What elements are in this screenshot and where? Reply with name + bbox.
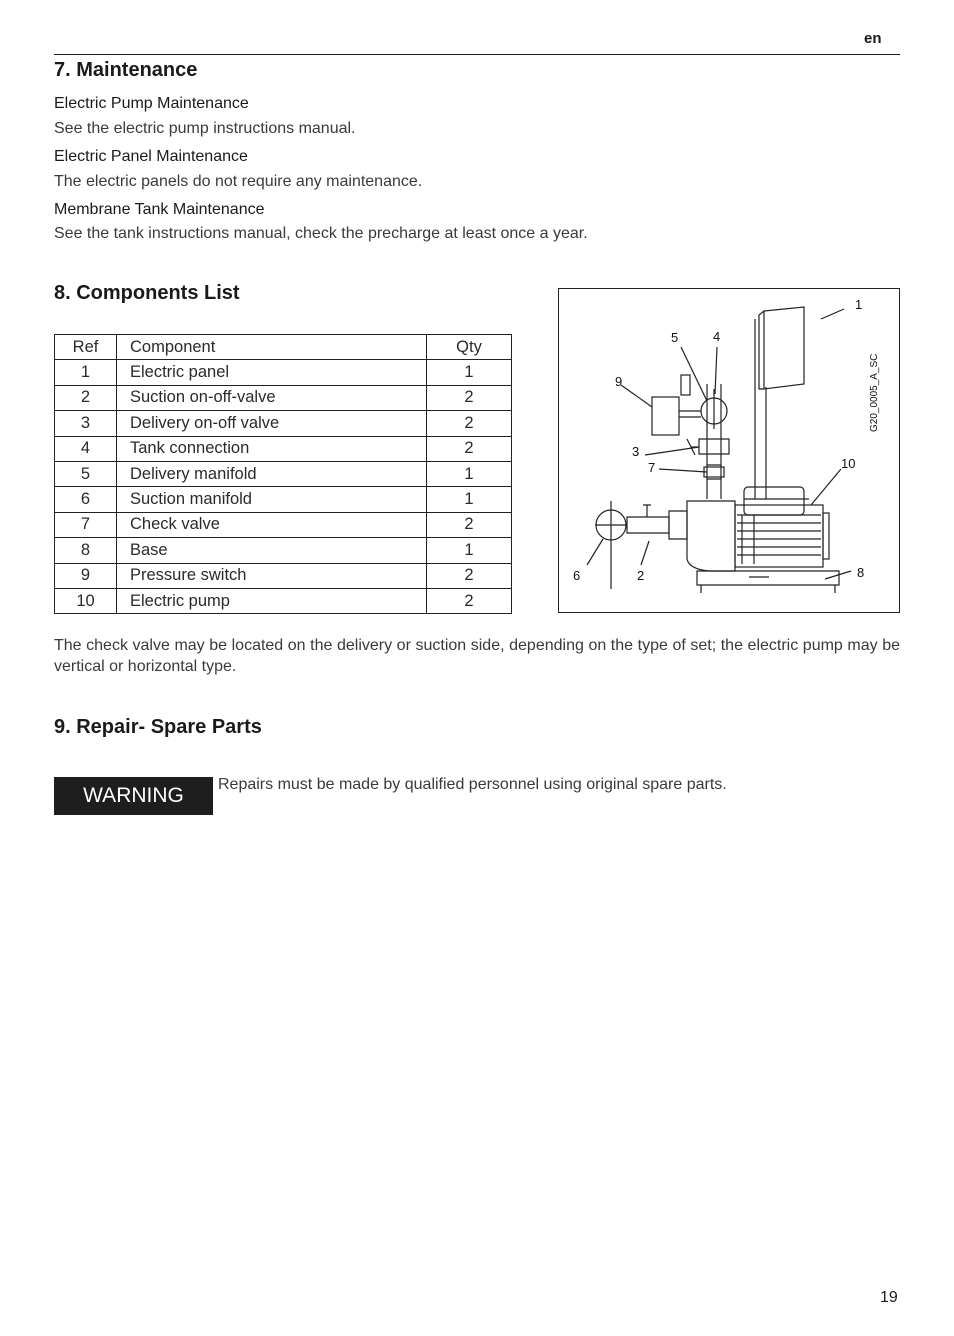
cell-qty: 1 bbox=[427, 461, 512, 486]
cell-qty: 2 bbox=[427, 512, 512, 537]
cell-ref: 7 bbox=[55, 512, 117, 537]
cell-component: Tank connection bbox=[117, 436, 427, 461]
cell-qty: 2 bbox=[427, 411, 512, 436]
header-component: Component bbox=[117, 335, 427, 360]
cell-qty: 2 bbox=[427, 588, 512, 613]
cell-ref: 4 bbox=[55, 436, 117, 461]
electric-panel-shape bbox=[764, 307, 804, 389]
panel-maintenance-text: The electric panels do not require any maintenance. bbox=[54, 173, 423, 190]
tank-maintenance-heading: Membrane Tank Maintenance bbox=[54, 201, 265, 218]
table-row bbox=[55, 487, 512, 512]
table-row bbox=[55, 512, 512, 537]
table-row bbox=[55, 461, 512, 486]
table-row bbox=[55, 385, 512, 410]
table-row bbox=[55, 563, 512, 588]
language-tag: en bbox=[864, 30, 882, 47]
pressure-switch-shape bbox=[652, 397, 679, 435]
components-note: The check valve may be located on the delivery or suction side, depending on the type of set; the electric pump may be vertical or horizontal type. bbox=[54, 637, 900, 675]
table-header-row bbox=[55, 335, 512, 360]
cell-qty: 1 bbox=[427, 538, 512, 563]
cell-qty: 2 bbox=[427, 385, 512, 410]
callout-2: 2 bbox=[637, 568, 645, 583]
cell-qty: 1 bbox=[427, 487, 512, 512]
cell-qty: 1 bbox=[427, 360, 512, 385]
warning-badge: WARNING bbox=[54, 777, 213, 815]
cell-ref: 5 bbox=[55, 461, 117, 486]
section-7-title: 7. Maintenance bbox=[54, 59, 198, 81]
pump-set-drawing bbox=[559, 289, 899, 612]
header-ref: Ref bbox=[55, 335, 117, 360]
cell-component: Electric panel bbox=[117, 360, 427, 385]
table-row bbox=[55, 360, 512, 385]
header-qty: Qty bbox=[427, 335, 512, 360]
page-number: 19 bbox=[880, 1289, 898, 1306]
cell-qty: 2 bbox=[427, 563, 512, 588]
pump-set-figure bbox=[558, 288, 900, 613]
table-row bbox=[55, 588, 512, 613]
callout-5: 5 bbox=[671, 330, 679, 345]
cell-ref: 10 bbox=[55, 588, 117, 613]
callout-10: 10 bbox=[841, 456, 856, 471]
cell-ref: 3 bbox=[55, 411, 117, 436]
callout-9: 9 bbox=[615, 374, 623, 389]
warning-text: Repairs must be made by qualified personnel using original spare parts. bbox=[218, 776, 727, 793]
electric-pump-shape bbox=[735, 505, 823, 567]
callout-8: 8 bbox=[857, 565, 865, 580]
cell-ref: 9 bbox=[55, 563, 117, 588]
cell-component: Suction on-off-valve bbox=[117, 385, 427, 410]
panel-maintenance-heading: Electric Panel Maintenance bbox=[54, 148, 248, 165]
cell-component: Electric pump bbox=[117, 588, 427, 613]
section-8-title: 8. Components List bbox=[54, 282, 240, 304]
callout-1: 1 bbox=[855, 297, 863, 312]
cell-ref: 6 bbox=[55, 487, 117, 512]
cell-component: Pressure switch bbox=[117, 563, 427, 588]
base-shape bbox=[697, 571, 839, 585]
section-9-title: 9. Repair- Spare Parts bbox=[54, 716, 262, 738]
header-rule bbox=[54, 54, 900, 55]
table-row bbox=[55, 538, 512, 563]
cell-ref: 8 bbox=[55, 538, 117, 563]
cell-ref: 1 bbox=[55, 360, 117, 385]
cell-component: Delivery on-off valve bbox=[117, 411, 427, 436]
pump-maintenance-text: See the electric pump instructions manual. bbox=[54, 120, 356, 137]
table-row bbox=[55, 411, 512, 436]
callout-3: 3 bbox=[632, 444, 640, 459]
tank-maintenance-text: See the tank instructions manual, check the precharge at least once a year. bbox=[54, 225, 588, 242]
callout-7: 7 bbox=[648, 460, 656, 475]
cell-component: Suction manifold bbox=[117, 487, 427, 512]
cell-component: Base bbox=[117, 538, 427, 563]
cell-component: Delivery manifold bbox=[117, 461, 427, 486]
cell-ref: 2 bbox=[55, 385, 117, 410]
table-row bbox=[55, 436, 512, 461]
pump-maintenance-heading: Electric Pump Maintenance bbox=[54, 95, 249, 112]
callout-6: 6 bbox=[573, 568, 581, 583]
figure-code: G20_0005_A_SC bbox=[869, 353, 880, 432]
callout-4: 4 bbox=[713, 329, 721, 344]
cell-qty: 2 bbox=[427, 436, 512, 461]
components-table bbox=[54, 334, 512, 614]
cell-component: Check valve bbox=[117, 512, 427, 537]
